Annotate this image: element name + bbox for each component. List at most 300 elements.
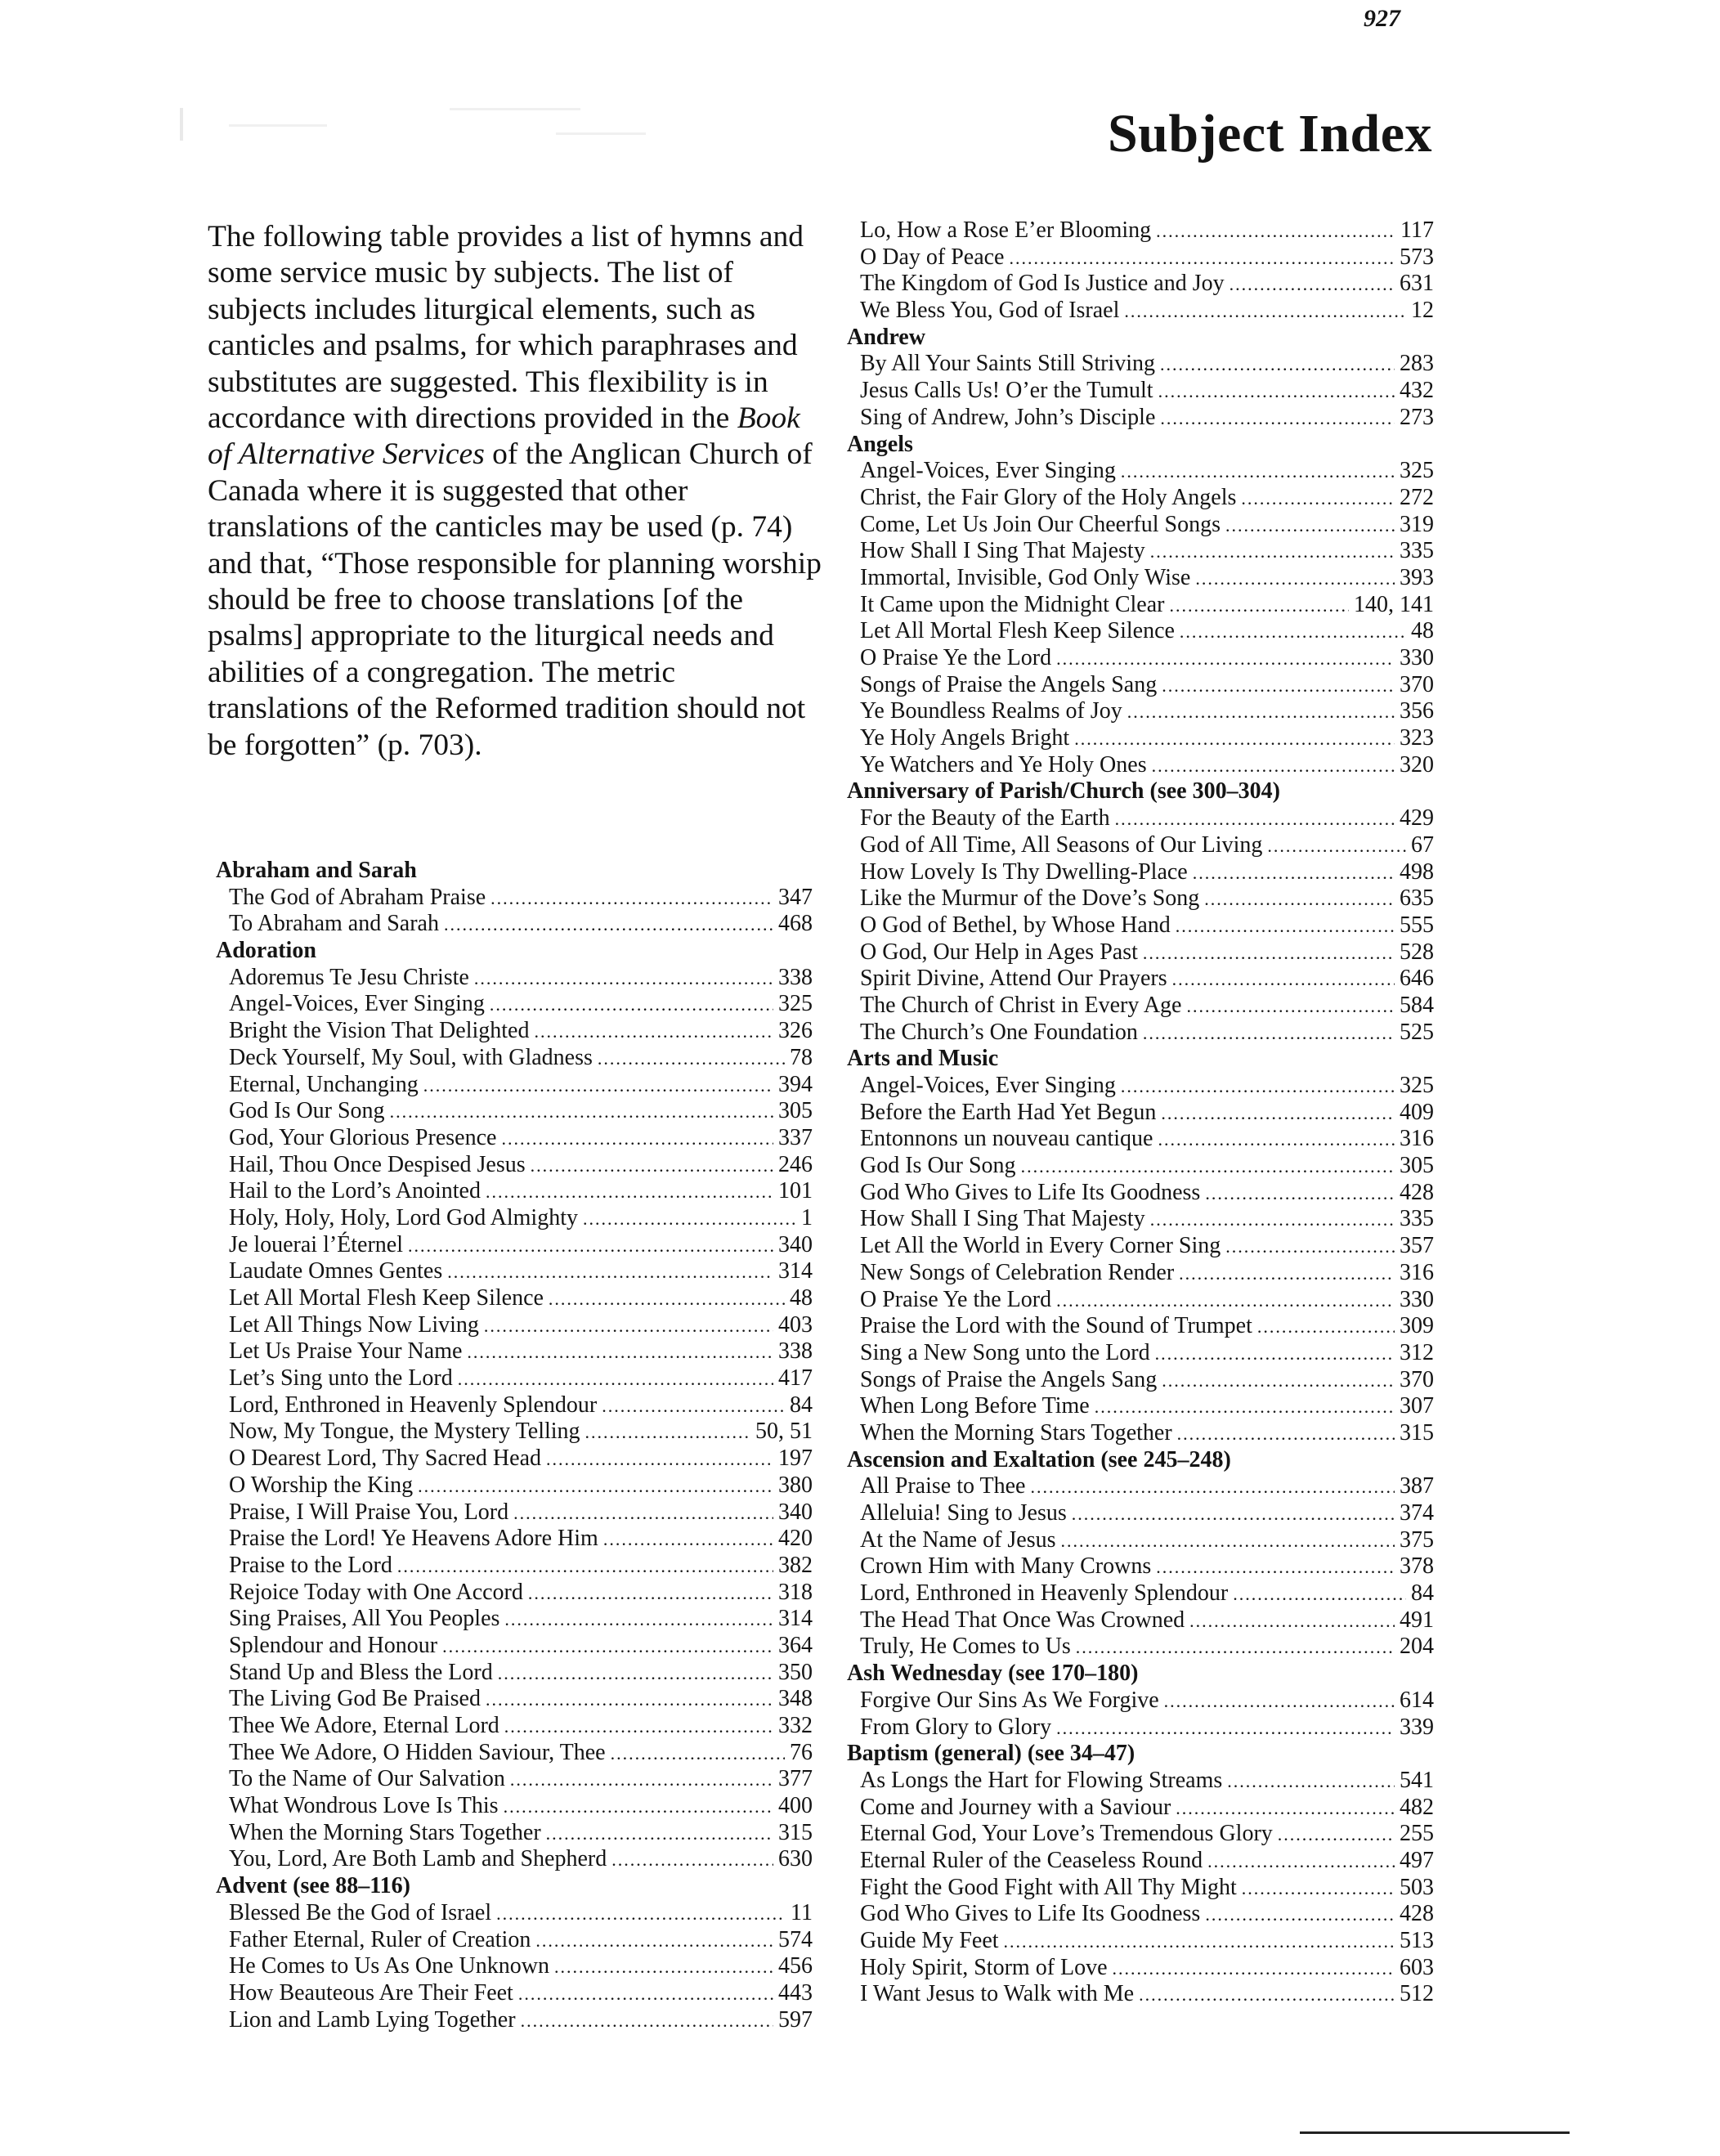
hymn-number: 375 bbox=[1400, 1526, 1434, 1553]
hymn-title: When the Morning Stars Together bbox=[860, 1419, 1172, 1446]
dot-leader bbox=[1205, 1181, 1395, 1208]
hymn-title: Lion and Lamb Lying Together bbox=[229, 2006, 516, 2033]
hymn-number: 255 bbox=[1400, 1821, 1434, 1847]
hymn-title: Jesus Calls Us! O’er the Tumult bbox=[860, 378, 1153, 404]
hymn-number: 337 bbox=[778, 1124, 813, 1150]
index-entry bbox=[216, 1152, 813, 1179]
hymn-title: Alleluia! Sing to Jesus bbox=[860, 1500, 1067, 1526]
dot-leader bbox=[1278, 1822, 1395, 1849]
hymn-title: All Praise to Thee bbox=[860, 1473, 1026, 1499]
index-entry bbox=[216, 1312, 813, 1339]
dot-leader bbox=[1155, 1341, 1395, 1368]
hymn-number: 350 bbox=[778, 1659, 813, 1685]
hymn-number: 513 bbox=[1400, 1928, 1434, 1953]
dot-leader bbox=[444, 912, 773, 939]
hymn-number: 314 bbox=[778, 1258, 813, 1284]
hymn-number: 48 bbox=[790, 1285, 813, 1311]
index-entry bbox=[216, 911, 813, 938]
dot-leader bbox=[390, 1099, 773, 1126]
index-entry bbox=[847, 1607, 1434, 1634]
hymn-title: Praise to the Lord bbox=[229, 1552, 392, 1578]
index-entry bbox=[847, 1527, 1434, 1554]
hymn-number: 315 bbox=[1400, 1419, 1434, 1446]
dot-leader bbox=[598, 1046, 785, 1073]
index-entry bbox=[847, 1073, 1434, 1100]
hymn-number: 48 bbox=[1411, 618, 1434, 644]
dot-leader bbox=[1158, 379, 1395, 406]
hymn-number: 428 bbox=[1400, 1179, 1434, 1205]
index-entry bbox=[847, 1553, 1434, 1580]
hymn-number: 314 bbox=[778, 1606, 813, 1632]
hymn-title: O Worship the King bbox=[229, 1472, 414, 1498]
index-entry bbox=[847, 993, 1434, 1020]
hymn-title: Hail, Thou Once Despised Jesus bbox=[229, 1151, 526, 1177]
dot-leader bbox=[1241, 486, 1395, 513]
hymn-title: Hail to the Lord’s Anointed bbox=[229, 1178, 481, 1204]
hymn-title: O Day of Peace bbox=[860, 244, 1005, 270]
index-entry bbox=[216, 1499, 813, 1526]
index-entry bbox=[216, 1392, 813, 1419]
index-entry bbox=[847, 458, 1434, 485]
dot-leader bbox=[1230, 271, 1395, 298]
dot-leader bbox=[1233, 1581, 1406, 1608]
dot-leader bbox=[1056, 1288, 1395, 1315]
subject-heading: Andrew bbox=[847, 324, 925, 350]
dot-leader bbox=[1124, 298, 1406, 325]
dot-leader bbox=[1076, 1634, 1395, 1661]
hymn-title: Angel-Voices, Ever Singing bbox=[229, 991, 485, 1017]
hymn-number: 428 bbox=[1400, 1901, 1434, 1927]
hymn-title: Adoremus Te Jesu Christe bbox=[229, 964, 469, 990]
hymn-number: 400 bbox=[778, 1793, 813, 1819]
hymn-title: When Long Before Time bbox=[860, 1393, 1090, 1419]
hymn-number: 117 bbox=[1400, 217, 1434, 243]
dot-leader bbox=[1193, 860, 1395, 887]
index-entry bbox=[216, 1365, 813, 1392]
hymn-number: 387 bbox=[1400, 1473, 1434, 1499]
dot-leader bbox=[1225, 1234, 1395, 1261]
hymn-number: 584 bbox=[1400, 992, 1434, 1018]
hymn-title: Deck Yourself, My Soul, with Gladness bbox=[229, 1044, 593, 1070]
dot-leader bbox=[474, 966, 773, 993]
hymn-title: Holy, Holy, Holy, Lord God Almighty bbox=[229, 1204, 578, 1230]
hymn-title: Fight the Good Fight with All Thy Might bbox=[860, 1874, 1237, 1900]
index-entry bbox=[216, 1125, 813, 1152]
hymn-number: 273 bbox=[1400, 404, 1434, 430]
index-entry bbox=[216, 1740, 813, 1767]
dot-leader bbox=[585, 1419, 750, 1446]
hymn-title: Sing Praises, All You Peoples bbox=[229, 1606, 500, 1632]
dot-leader bbox=[486, 1179, 773, 1206]
hymn-title: I Want Jesus to Walk with Me bbox=[860, 1981, 1135, 2007]
index-entry bbox=[216, 1846, 813, 1873]
dot-leader bbox=[1257, 1314, 1395, 1341]
dot-leader bbox=[528, 1580, 773, 1607]
dot-leader bbox=[583, 1206, 796, 1233]
dot-leader bbox=[1205, 1902, 1395, 1929]
index-entry bbox=[847, 1821, 1434, 1848]
hymn-title: How Shall I Sing That Majesty bbox=[860, 1206, 1145, 1232]
dot-leader bbox=[1225, 513, 1395, 540]
dot-leader bbox=[484, 1313, 773, 1340]
index-entry bbox=[216, 1446, 813, 1472]
hymn-number: 76 bbox=[790, 1739, 813, 1765]
index-entry bbox=[216, 991, 813, 1018]
dot-leader bbox=[510, 1767, 773, 1794]
hymn-number: 340 bbox=[778, 1231, 813, 1257]
dot-leader bbox=[418, 1473, 773, 1500]
index-entry bbox=[216, 1526, 813, 1553]
hymn-number: 491 bbox=[1400, 1607, 1434, 1633]
index-entry bbox=[847, 1875, 1434, 1902]
hymn-number: 338 bbox=[778, 1338, 813, 1365]
hymn-title: The God of Abraham Praise bbox=[229, 884, 486, 910]
index-entry bbox=[847, 1420, 1434, 1447]
hymn-title: O God of Bethel, by Whose Hand bbox=[860, 912, 1171, 938]
hymn-title: Eternal, Unchanging bbox=[229, 1071, 419, 1097]
hymn-title: Praise, I Will Praise You, Lord bbox=[229, 1499, 509, 1525]
hymn-number: 338 bbox=[778, 964, 813, 990]
intro-book-title: Book of Alternative Services bbox=[208, 401, 800, 472]
index-entry bbox=[216, 1258, 813, 1285]
dot-leader bbox=[1095, 1394, 1395, 1421]
dot-leader bbox=[1115, 806, 1395, 833]
hymn-title: Je louerai l’Éternel bbox=[229, 1231, 404, 1257]
hymn-number: 1 bbox=[801, 1204, 813, 1230]
hymn-title: Angel-Voices, Ever Singing bbox=[860, 1073, 1116, 1098]
hymn-number: 635 bbox=[1400, 885, 1434, 912]
dot-leader bbox=[1207, 1849, 1395, 1876]
index-entry bbox=[847, 1287, 1434, 1314]
hymn-number: 332 bbox=[778, 1713, 813, 1738]
dot-leader bbox=[1161, 1100, 1395, 1127]
dot-leader bbox=[1143, 1020, 1395, 1047]
index-entry bbox=[847, 217, 1434, 244]
hymn-number: 316 bbox=[1400, 1126, 1434, 1152]
dot-leader bbox=[1150, 1207, 1395, 1234]
dot-leader bbox=[490, 992, 773, 1019]
hymn-number: 140, 141 bbox=[1354, 591, 1434, 617]
dot-leader bbox=[1009, 245, 1395, 272]
index-entry bbox=[216, 2007, 813, 2034]
hymn-number: 307 bbox=[1400, 1393, 1434, 1419]
hymn-number: 204 bbox=[1400, 1634, 1434, 1660]
dot-leader bbox=[534, 1019, 773, 1046]
dot-leader bbox=[1021, 1154, 1395, 1181]
dot-leader bbox=[611, 1741, 785, 1768]
dot-leader bbox=[1195, 566, 1395, 593]
index-column-right bbox=[847, 217, 1434, 2008]
index-entry bbox=[847, 1100, 1434, 1127]
index-entry bbox=[216, 1205, 813, 1232]
hymn-number: 646 bbox=[1400, 966, 1434, 992]
hymn-title: To Abraham and Sarah bbox=[229, 911, 439, 937]
hymn-number: 409 bbox=[1400, 1099, 1434, 1125]
index-entry bbox=[847, 512, 1434, 539]
hymn-title: What Wondrous Love Is This bbox=[229, 1793, 499, 1819]
index-entry bbox=[847, 885, 1434, 912]
hymn-number: 574 bbox=[778, 1926, 813, 1952]
hymn-number: 315 bbox=[778, 1819, 813, 1845]
hymn-number: 503 bbox=[1400, 1874, 1434, 1900]
hymn-number: 356 bbox=[1400, 698, 1434, 724]
hymn-number: 468 bbox=[778, 911, 813, 937]
hymn-title: Thee We Adore, O Hidden Saviour, Thee bbox=[229, 1739, 606, 1765]
dot-leader bbox=[1156, 1554, 1395, 1581]
dot-leader bbox=[501, 1126, 773, 1153]
dot-leader bbox=[397, 1553, 773, 1580]
index-entry bbox=[847, 1260, 1434, 1287]
index-entry bbox=[847, 939, 1434, 966]
index-entry bbox=[216, 1686, 813, 1713]
index-entry bbox=[847, 859, 1434, 886]
hymn-number: 429 bbox=[1400, 805, 1434, 831]
hymn-number: 305 bbox=[1400, 1153, 1434, 1179]
hymn-number: 339 bbox=[1400, 1714, 1434, 1740]
index-entry bbox=[847, 1714, 1434, 1741]
index-entry bbox=[847, 1981, 1434, 2008]
subject-heading: Baptism (general) (see 34–47) bbox=[847, 1741, 1135, 1767]
dot-leader bbox=[467, 1339, 773, 1366]
index-entry bbox=[216, 1045, 813, 1072]
dot-leader bbox=[1056, 646, 1395, 673]
dot-leader bbox=[1242, 1876, 1395, 1903]
hymn-number: 50, 51 bbox=[755, 1419, 813, 1445]
hymn-number: 325 bbox=[1400, 1073, 1434, 1098]
dot-leader bbox=[442, 1634, 773, 1661]
hymn-number: 326 bbox=[778, 1018, 813, 1044]
index-entry bbox=[847, 244, 1434, 271]
index-entry bbox=[216, 1338, 813, 1365]
hymn-number: 357 bbox=[1400, 1233, 1434, 1259]
hymn-number: 630 bbox=[778, 1846, 813, 1872]
page-number: 927 bbox=[1364, 5, 1400, 32]
dot-leader bbox=[1113, 1956, 1395, 1983]
hymn-number: 380 bbox=[778, 1472, 813, 1498]
index-entry bbox=[847, 538, 1434, 565]
hymn-title: The Kingdom of God Is Justice and Joy bbox=[860, 271, 1225, 297]
index-entry bbox=[847, 1688, 1434, 1714]
index-entry bbox=[216, 1072, 813, 1099]
subject-heading: Ash Wednesday (see 170–180) bbox=[847, 1661, 1139, 1687]
hymn-title: Lord, Enthroned in Heavenly Splendour bbox=[229, 1392, 598, 1418]
dot-leader bbox=[518, 1981, 773, 2008]
hymn-title: How Shall I Sing That Majesty bbox=[860, 538, 1145, 564]
subject-heading: Ascension and Exaltation (see 245–248) bbox=[847, 1446, 1231, 1472]
index-entry bbox=[847, 725, 1434, 752]
hymn-number: 382 bbox=[778, 1552, 813, 1578]
hymn-title: The Head That Once Was Crowned bbox=[860, 1607, 1185, 1633]
index-entry bbox=[216, 1472, 813, 1499]
hymn-number: 319 bbox=[1400, 511, 1434, 537]
index-entry bbox=[216, 1419, 813, 1446]
hymn-title: Before the Earth Had Yet Begun bbox=[860, 1099, 1157, 1125]
index-entry bbox=[847, 1768, 1434, 1795]
intro-text-1: The following table provides a list of hymns and some service music by subjects. The list of subjects includes liturgical elements, such as canticles and psalms, for which paraphrases and substitutes are suggested. This flexibility is in accordance with directions provided in the bbox=[208, 220, 804, 436]
hymn-title: Ye Holy Angels Bright bbox=[860, 725, 1070, 751]
hymn-title: Eternal Ruler of the Ceaseless Round bbox=[860, 1847, 1203, 1873]
hymn-title: Crown Him with Many Crowns bbox=[860, 1553, 1152, 1580]
dot-leader bbox=[1160, 406, 1395, 433]
index-entry bbox=[847, 1500, 1434, 1527]
index-entry bbox=[847, 1473, 1434, 1500]
hymn-title: From Glory to Glory bbox=[860, 1714, 1052, 1740]
hymn-number: 364 bbox=[778, 1632, 813, 1658]
hymn-title: O Dearest Lord, Thy Sacred Head bbox=[229, 1446, 542, 1472]
hymn-title: Forgive Our Sins As We Forgive bbox=[860, 1687, 1159, 1713]
index-entry bbox=[216, 1953, 813, 1980]
hymn-number: 420 bbox=[778, 1526, 813, 1552]
index-entry bbox=[847, 645, 1434, 672]
dot-leader bbox=[1177, 1421, 1395, 1448]
hymn-number: 378 bbox=[1400, 1553, 1434, 1580]
hymn-title: Immortal, Invisible, God Only Wise bbox=[860, 564, 1191, 590]
hymn-title: Praise the Lord with the Sound of Trumpet bbox=[860, 1313, 1252, 1339]
hymn-title: Sing a New Song unto the Lord bbox=[860, 1339, 1150, 1365]
hymn-number: 631 bbox=[1400, 271, 1434, 297]
hymn-title: Let All the World in Every Corner Sing bbox=[860, 1233, 1221, 1259]
hymn-title: Let All Things Now Living bbox=[229, 1311, 479, 1338]
hymn-number: 318 bbox=[778, 1579, 813, 1605]
hymn-number: 614 bbox=[1400, 1687, 1434, 1713]
hymn-title: Songs of Praise the Angels Sang bbox=[860, 671, 1158, 697]
hymn-title: Angel-Voices, Ever Singing bbox=[860, 458, 1116, 484]
hymn-title: Come, Let Us Join Our Cheerful Songs bbox=[860, 511, 1221, 537]
index-entry bbox=[216, 1285, 813, 1312]
index-entry bbox=[847, 1393, 1434, 1420]
dot-leader bbox=[546, 1446, 773, 1473]
index-entry bbox=[847, 351, 1434, 378]
dot-leader bbox=[498, 1661, 773, 1688]
dot-leader bbox=[603, 1526, 773, 1553]
hymn-title: God Is Our Song bbox=[229, 1098, 385, 1124]
index-entry bbox=[216, 1793, 813, 1820]
subject-heading: Arts and Music bbox=[847, 1046, 999, 1072]
hymn-number: 482 bbox=[1400, 1794, 1434, 1820]
hymn-title: Entonnons un nouveau cantique bbox=[860, 1126, 1153, 1152]
index-entry bbox=[216, 885, 813, 912]
hymn-title: God, Your Glorious Presence bbox=[229, 1124, 497, 1150]
hymn-title: O God, Our Help in Ages Past bbox=[860, 939, 1138, 965]
dot-leader bbox=[1143, 940, 1395, 967]
hymn-title: Praise the Lord! Ye Heavens Adore Him bbox=[229, 1526, 598, 1552]
dot-leader bbox=[1074, 726, 1395, 753]
hymn-number: 84 bbox=[1411, 1580, 1434, 1607]
hymn-title: The Living God Be Praised bbox=[229, 1686, 481, 1712]
hymn-title: Blessed Be the God of Israel bbox=[229, 1899, 492, 1925]
dot-leader bbox=[1156, 218, 1395, 245]
hymn-title: Stand Up and Bless the Lord bbox=[229, 1659, 493, 1685]
dot-leader bbox=[504, 1714, 773, 1741]
dot-leader bbox=[496, 1901, 786, 1928]
index-entry bbox=[847, 1180, 1434, 1207]
hymn-title: It Came upon the Midnight Clear bbox=[860, 591, 1165, 617]
hymn-number: 283 bbox=[1400, 351, 1434, 377]
scan-smudge bbox=[180, 92, 752, 157]
index-entry bbox=[847, 1928, 1434, 1955]
index-entry bbox=[847, 1580, 1434, 1607]
hymn-title: By All Your Saints Still Striving bbox=[860, 351, 1155, 377]
page-title: Subject Index bbox=[1107, 104, 1432, 164]
dot-leader bbox=[1158, 1127, 1395, 1154]
index-entry bbox=[847, 1020, 1434, 1047]
dot-leader bbox=[1267, 833, 1406, 860]
index-entry bbox=[847, 1313, 1434, 1340]
index-entry bbox=[847, 1126, 1434, 1153]
index-entry bbox=[847, 271, 1434, 298]
hymn-number: 305 bbox=[778, 1098, 813, 1124]
index-entry bbox=[216, 1098, 813, 1125]
hymn-title: Come and Journey with a Saviour bbox=[860, 1794, 1171, 1820]
hymn-title: Let’s Sing unto the Lord bbox=[229, 1365, 453, 1392]
hymn-number: 197 bbox=[778, 1446, 813, 1472]
hymn-number: 432 bbox=[1400, 378, 1434, 404]
dot-leader bbox=[423, 1073, 773, 1100]
hymn-number: 512 bbox=[1400, 1981, 1434, 2007]
dot-leader bbox=[1162, 673, 1395, 700]
hymn-title: Lord, Enthroned in Heavenly Splendour bbox=[860, 1580, 1229, 1607]
dot-leader bbox=[546, 1821, 773, 1848]
index-entry bbox=[216, 1553, 813, 1580]
index-entry bbox=[847, 405, 1434, 432]
hymn-number: 555 bbox=[1400, 912, 1434, 938]
hymn-title: Let All Mortal Flesh Keep Silence bbox=[229, 1285, 544, 1311]
bottom-rule bbox=[1300, 2131, 1570, 2134]
hymn-number: 335 bbox=[1400, 538, 1434, 564]
index-entry bbox=[216, 1232, 813, 1259]
hymn-number: 456 bbox=[778, 1953, 813, 1979]
dot-leader bbox=[1176, 913, 1395, 940]
dot-leader bbox=[535, 1928, 773, 1955]
index-column-left bbox=[216, 858, 813, 2033]
dot-leader bbox=[458, 1366, 773, 1393]
hymn-title: As Longs the Hart for Flowing Streams bbox=[860, 1767, 1223, 1793]
hymn-title: The Church’s One Foundation bbox=[860, 1019, 1138, 1045]
hymn-number: 84 bbox=[790, 1392, 813, 1418]
subject-heading: Advent (see 88–116) bbox=[216, 1873, 410, 1899]
hymn-title: Spirit Divine, Attend Our Prayers bbox=[860, 966, 1167, 992]
hymn-title: Like the Murmur of the Dove’s Song bbox=[860, 885, 1200, 912]
hymn-title: Guide My Feet bbox=[860, 1928, 999, 1953]
hymn-title: Let Us Praise Your Name bbox=[229, 1338, 463, 1365]
dot-leader bbox=[1030, 1474, 1395, 1501]
hymn-number: 335 bbox=[1400, 1206, 1434, 1232]
dot-leader bbox=[1172, 966, 1395, 993]
dot-leader bbox=[1061, 1528, 1395, 1555]
hymn-number: 374 bbox=[1400, 1500, 1434, 1526]
hymn-number: 528 bbox=[1400, 939, 1434, 965]
hymn-title: Eternal God, Your Love’s Tremendous Glory bbox=[860, 1821, 1273, 1847]
dot-leader bbox=[447, 1259, 773, 1286]
dot-leader bbox=[1150, 539, 1395, 566]
dot-leader bbox=[1121, 1074, 1395, 1100]
hymn-number: 309 bbox=[1400, 1313, 1434, 1339]
hymn-number: 497 bbox=[1400, 1847, 1434, 1873]
index-entry bbox=[216, 1980, 813, 2007]
hymn-number: 525 bbox=[1400, 1019, 1434, 1045]
hymn-title: How Beauteous Are Their Feet bbox=[229, 1979, 513, 2006]
hymn-title: God Who Gives to Life Its Goodness bbox=[860, 1901, 1201, 1927]
hymn-title: You, Lord, Are Both Lamb and Shepherd bbox=[229, 1846, 607, 1872]
hymn-number: 312 bbox=[1400, 1339, 1434, 1365]
hymn-number: 12 bbox=[1411, 298, 1434, 324]
hymn-number: 370 bbox=[1400, 1366, 1434, 1392]
hymn-title: O Praise Ye the Lord bbox=[860, 1286, 1052, 1312]
index-entry bbox=[847, 1206, 1434, 1233]
dot-leader bbox=[531, 1153, 773, 1180]
hymn-title: Now, My Tongue, the Mystery Telling bbox=[229, 1419, 580, 1445]
dot-leader bbox=[1139, 1982, 1395, 2009]
